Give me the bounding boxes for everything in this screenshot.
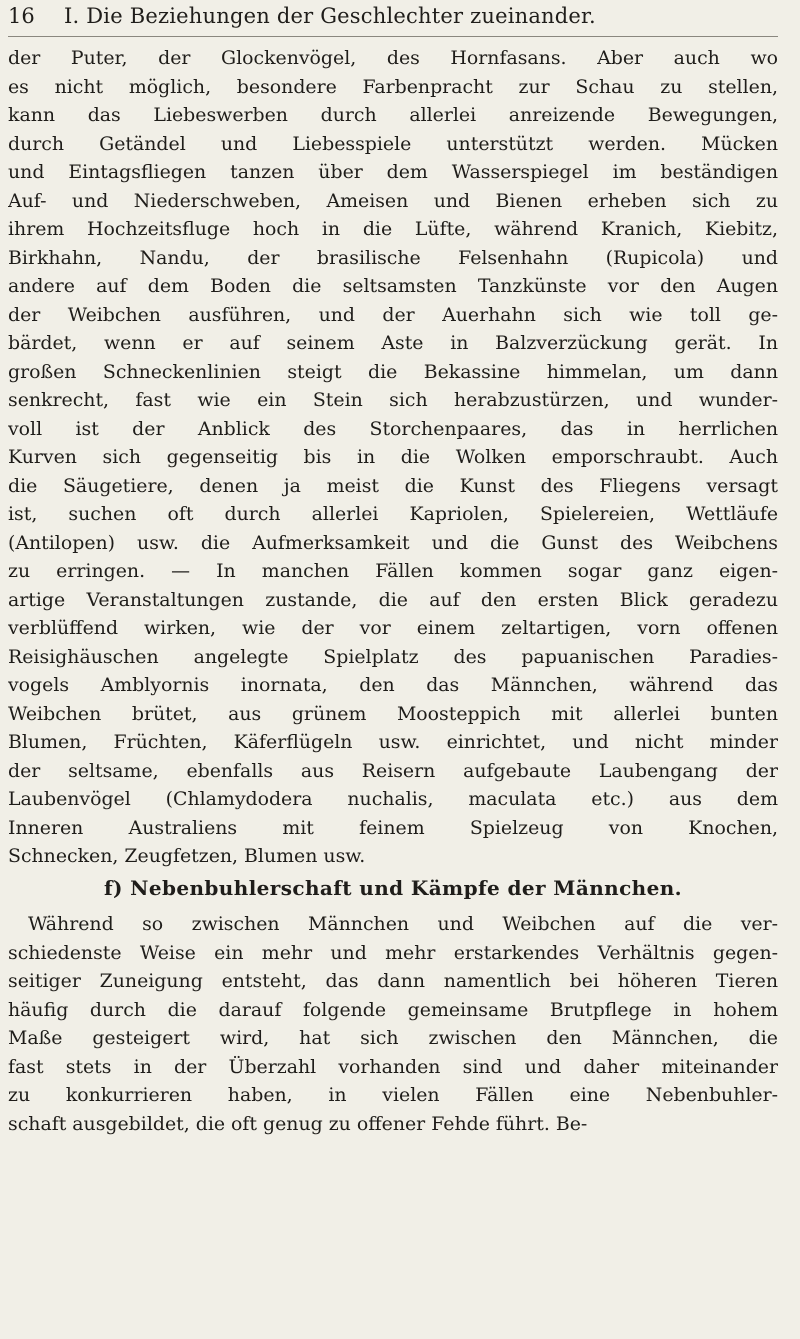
text-line: bärdet, wenn er auf seinem Aste in Balzverzückung gerät. In (8, 332, 778, 354)
text-line: (Antilopen) usw. die Aufmerksamkeit und die Gunst des Weibchens (8, 531, 778, 554)
text-line: fast stets in der Überzahl vorhanden sind und daher miteinander (8, 1055, 778, 1078)
text-line: Inneren Australiens mit feinem Spielzeug von Knochen, (8, 816, 778, 839)
text-line: Während so zwischen Männchen und Weibchen auf die ver- (28, 913, 778, 935)
text-line: artige Veranstaltungen zustande, die auf den ersten Blick geradezu (8, 588, 778, 611)
text-line: ist, suchen oft durch allerlei Kapriolen, Spielereien, Wettläufe (8, 503, 778, 525)
text-line: Kurven sich gegenseitig bis in die Wolken emporschraubt. Auch (8, 446, 778, 468)
paragraph-rivalry (8, 910, 778, 1138)
text-line: Blumen, Früchten, Käferflügeln usw. einrichtet, und nicht minder (8, 731, 778, 753)
text-line: häufig durch die darauf folgende gemeinsame Brutpflege in hohem (8, 998, 778, 1021)
text-line: durch Getändel und Liebesspiele unterstützt werden. Mücken (8, 132, 778, 155)
text-line: vogels Amblyornis inornata, den das Männchen, während das (8, 674, 778, 696)
text-line: andere auf dem Boden die seltsamsten Tanzkünste vor den Augen (8, 275, 778, 297)
text-line: Laubenvögel (Chlamydodera nuchalis, maculata etc.) aus dem (8, 788, 778, 810)
running-title: I. Die Beziehungen der Geschlechter zueinander. (64, 4, 596, 28)
text-line: Auf- und Niederschweben, Ameisen und Bienen erheben sich zu (8, 189, 778, 212)
text-line: und Eintagsfliegen tanzen über dem Wasserspiegel im beständigen (8, 161, 778, 183)
text-line: es nicht möglich, besondere Farbenpracht zur Schau zu stellen, (8, 75, 778, 98)
text-line: seitiger Zuneigung entsteht, das dann namentlich bei höheren Tieren (8, 970, 778, 992)
running-header (8, 4, 778, 34)
text-line: Weibchen brütet, aus grünem Moosteppich mit allerlei bunten (8, 702, 778, 725)
text-line: kann das Liebeswerben durch allerlei anreizende Bewegungen, (8, 104, 778, 126)
text-line: zu erringen. — In manchen Fällen kommen sogar ganz eigen- (8, 560, 778, 582)
text-line: senkrecht, fast wie ein Stein sich herabzustürzen, und wunder- (8, 389, 778, 411)
text-line: die Säugetiere, denen ja meist die Kunst des Fliegens versagt (8, 474, 778, 497)
text-line: ihrem Hochzeitsfluge hoch in die Lüfte, während Kranich, Kiebitz, (8, 218, 778, 240)
text-line: Birkhahn, Nandu, der brasilische Felsenhahn (Rupicola) und (8, 246, 778, 269)
text-line: Schnecken, Zeugfetzen, Blumen usw. (8, 845, 366, 867)
text-line: voll ist der Anblick des Storchenpaares, das in herrlichen (8, 417, 778, 440)
text-line: schaft ausgebildet, die oft genug zu offener Fehde führt. Be- (8, 1112, 588, 1135)
text-line: zu konkurrieren haben, in vielen Fällen eine Nebenbuhler- (8, 1084, 778, 1106)
text-line: der Puter, der Glockenvögel, des Hornfasans. Aber auch wo (8, 47, 778, 69)
section-heading: f) Nebenbuhlerschaft und Kämpfe der Männchen. (103, 876, 683, 900)
page-number: 16 (8, 4, 35, 28)
text-line: großen Schneckenlinien steigt die Bekassine himmelan, um dann (8, 360, 778, 383)
text-line: der Weibchen ausführen, und der Auerhahn sich wie toll ge- (8, 303, 778, 326)
text-line: Maße gesteigert wird, hat sich zwischen den Männchen, die (8, 1027, 778, 1049)
paragraph-courtship-displays (8, 44, 778, 871)
text-line: Reisighäuschen angelegte Spielplatz des papuanischen Paradies- (8, 645, 778, 668)
text-line: schiedenste Weise ein mehr und mehr erstarkendes Verhältnis gegen- (8, 941, 778, 964)
text-line: verblüffend wirken, wie der vor einem zeltartigen, vorn offenen (8, 617, 778, 639)
text-line: der seltsame, ebenfalls aus Reisern aufgebaute Laubengang der (8, 759, 778, 782)
header-rule (8, 36, 778, 37)
